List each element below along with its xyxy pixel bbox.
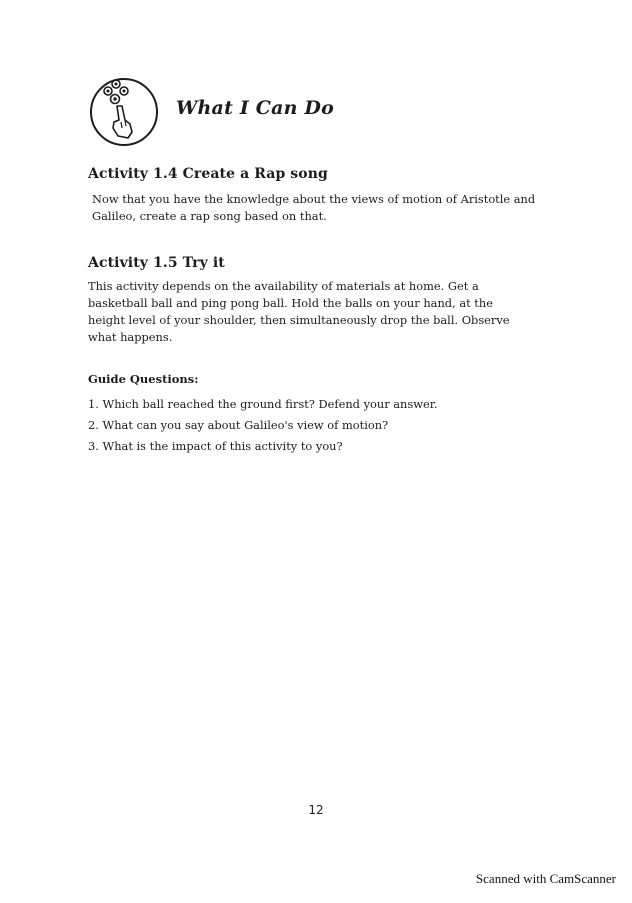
- guide-question: 3. What is the impact of this activity to you?: [88, 439, 343, 453]
- scanner-watermark: Scanned with CamScanner: [475, 871, 616, 886]
- text-line: basketball ball and ping pong ball. Hold the balls on your hand, at the: [88, 296, 493, 310]
- guide-question: 1. Which ball reached the ground first? Defend your answer.: [88, 397, 438, 411]
- guide-questions-heading: Guide Questions:: [88, 372, 199, 386]
- activity-1-5-heading: Activity 1.5 Try it: [88, 255, 225, 271]
- text-line: height level of your shoulder, then simultaneously drop the ball. Observe: [88, 313, 510, 327]
- activity-1-5-text: [88, 278, 558, 346]
- text-line: Galileo, create a rap song based on that.: [92, 209, 327, 223]
- activity-1-4-text: [92, 191, 562, 225]
- text-line: Now that you have the knowledge about the views of motion of Aristotle and: [92, 192, 536, 206]
- hand-juggling-icon: [88, 76, 160, 148]
- activity-1-4-heading: Activity 1.4 Create a Rap song: [88, 166, 328, 182]
- text-line: what happens.: [88, 330, 173, 344]
- guide-questions-list: [88, 394, 438, 457]
- page-number: 12: [308, 803, 324, 817]
- guide-question: 2. What can you say about Galileo's view of motion?: [88, 418, 389, 432]
- section-title: What I Can Do: [176, 97, 334, 119]
- text-line: This activity depends on the availability of materials at home. Get a: [88, 279, 479, 293]
